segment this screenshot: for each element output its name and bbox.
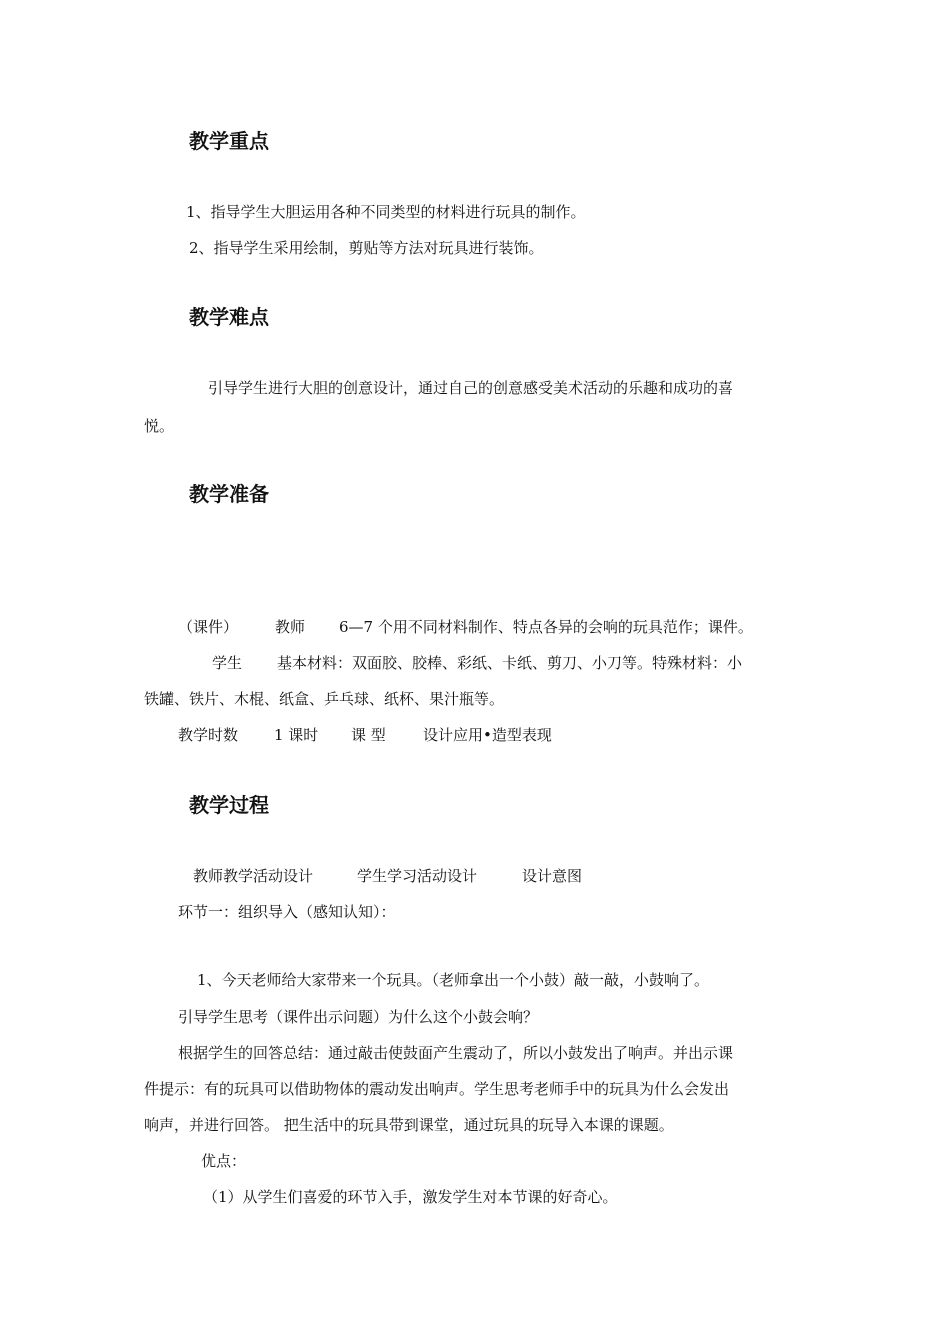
student-label: 学生 [212, 654, 243, 672]
stage-one-title: 环节一：组织导入（感知认知）： [178, 903, 396, 921]
section-heading-key-points: 教学重点 [189, 129, 269, 153]
courseware-tag: （课件） [178, 618, 239, 636]
column-student-activity: 学生学习活动设计 [357, 867, 478, 885]
teacher-materials: 6—7 个用不同材料制作、特点各异的会响的玩具范作；课件。 [339, 618, 753, 636]
section-heading-process: 教学过程 [189, 793, 269, 817]
section-heading-preparation: 教学准备 [189, 482, 269, 506]
merits-label: 优点： [201, 1152, 247, 1170]
difficulty-line-2: 悦。 [144, 417, 175, 435]
class-hours-value: 1 课时 [274, 726, 319, 744]
merit-item-1: （1）从学生们喜爱的环节入手，激发学生对本节课的好奇心。 [203, 1188, 618, 1206]
key-point-item-2: 2、指导学生采用绘制，剪贴等方法对玩具进行装饰。 [189, 239, 544, 257]
class-hours-label: 教学时数 [178, 726, 239, 744]
process-paragraph-2: 引导学生思考（课件出示问题）为什么这个小鼓会响？ [178, 1008, 539, 1026]
key-point-item-1: 1、指导学生大胆运用各种不同类型的材料进行玩具的制作。 [186, 203, 586, 221]
process-paragraph-3-line-2: 件提示：有的玩具可以借助物体的震动发出响声。学生思考老师手中的玩具为什么会发出 [144, 1080, 730, 1098]
difficulty-line-1: 引导学生进行大胆的创意设计，通过自己的创意感受美术活动的乐趣和成功的喜 [208, 379, 734, 397]
column-teacher-activity: 教师教学活动设计 [193, 867, 314, 885]
lesson-type-label: 课 型 [351, 726, 386, 744]
process-paragraph-3-line-1: 根据学生的回答总结：通过敲击使鼓面产生震动了，所以小鼓发出了响声。并出示课 [178, 1044, 734, 1062]
column-design-intent: 设计意图 [522, 867, 583, 885]
student-materials-continued: 铁罐、铁片、木棍、纸盒、乒乓球、纸杯、果汁瓶等。 [144, 690, 505, 708]
process-paragraph-1: 1、今天老师给大家带来一个玩具。（老师拿出一个小鼓）敲一敲，小鼓响了。 [197, 971, 710, 989]
process-paragraph-3-line-3: 响声，并进行回答。 把生活中的玩具带到课堂，通过玩具的玩导入本课的课题。 [144, 1116, 674, 1134]
teacher-label: 教师 [275, 618, 306, 636]
section-heading-difficulties: 教学难点 [189, 305, 269, 329]
student-materials: 基本材料：双面胶、胶棒、彩纸、卡纸、剪刀、小刀等。特殊材料：小 [277, 654, 743, 672]
lesson-type-value: 设计应用•造型表现 [423, 726, 552, 744]
